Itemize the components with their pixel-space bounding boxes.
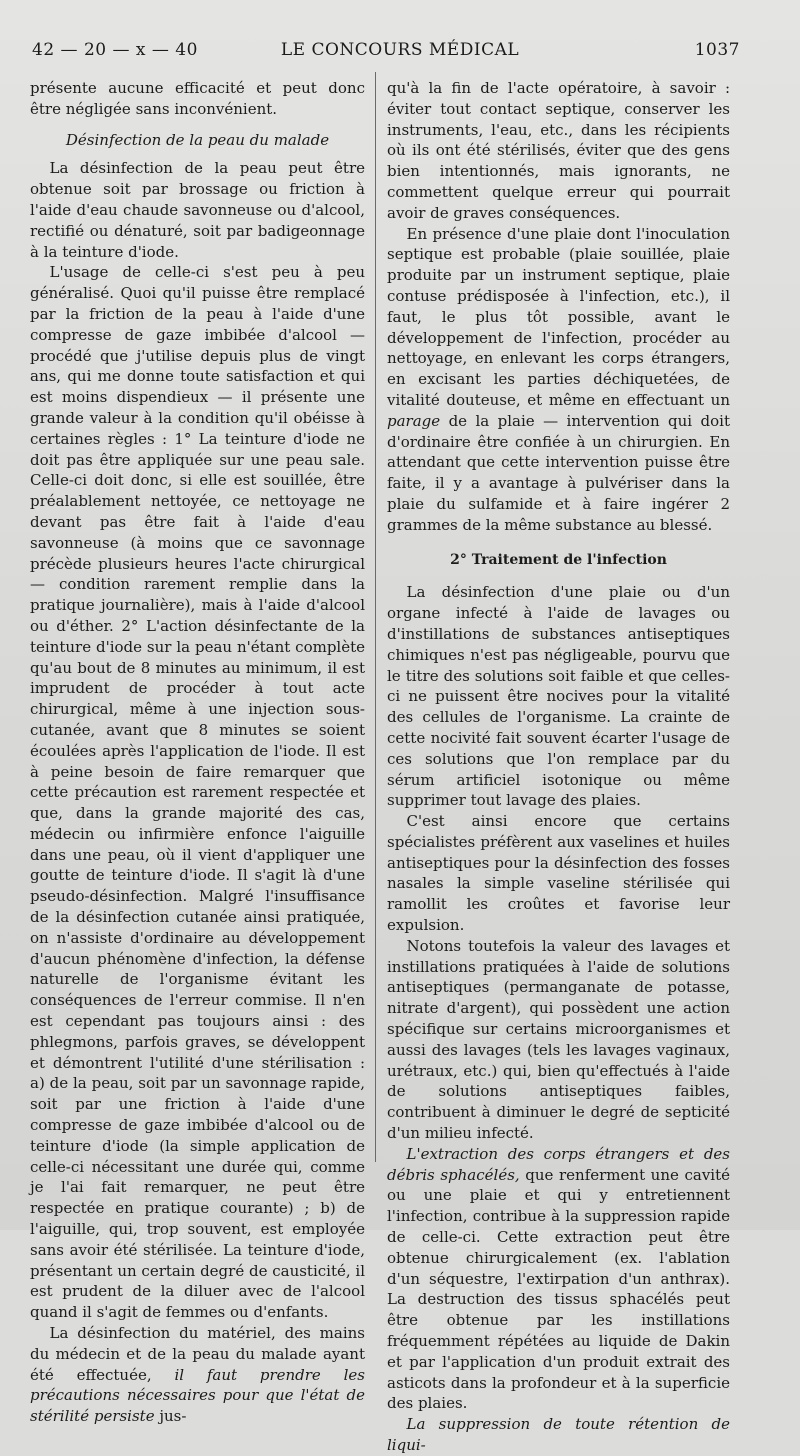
journal-title: LE CONCOURS MÉDICAL: [280, 40, 520, 60]
paragraph: [387, 1414, 730, 1456]
left-column: [30, 78, 365, 1427]
subsection-heading: Désinfection de la peau du malade: [65, 130, 330, 149]
text-run: que renferment une cavité ou une plaie et qui y entretiennent l'infection, contribue à la suppression rapide de celle-ci. Cette extraction peut être obtenue chirurgicalement (ex. l'ablation d'un séquestre, l'extirpation d'un anthrax). La destruction des tissus sphacélés peut être obtenue par les instillations fréquemment répétées au liquide de Dakin et par l'application d'un produit extrait des asticots dans la profondeur et à la superficie des plaies.: [387, 1165, 730, 1413]
paragraph: C'est ainsi encore que certains spécialistes préfèrent aux vaselines et huiles antiseptiques pour la désinfection des fosses nasales la simple vaseline stérilisée qui ramollit les croûtes et favorise leur expulsion.: [387, 812, 730, 935]
paragraph: [387, 224, 730, 536]
page-number: 1037: [694, 40, 740, 60]
section-heading: 2° Traitement de l'infection: [450, 551, 667, 568]
text-run: jus-: [154, 1407, 187, 1426]
italic-run: La suppression de toute rétention de liqui-: [387, 1415, 730, 1454]
text-run: de la plaie — intervention qui doit d'ordinaire être confiée à un chirurgien. En attendant que cette intervention puisse être faite, il y a avantage à pulvériser dans la plaie du sulfamide et à faire ingérer 2 grammes de la même substance au blessé.: [387, 411, 730, 534]
column-divider: [375, 72, 376, 1162]
paragraph: [30, 1323, 365, 1427]
page-header: [0, 36, 800, 62]
italic-run: L'extraction des corps étrangers et des débris sphacélés,: [387, 1144, 730, 1184]
paragraph: qu'à la fin de l'acte opératoire, à savoir : éviter tout contact septique, conserver les instruments, l'eau, etc., dans les récipients où ils ont été stérilisés, éviter que des gens bien intentionnés, mais ignorants, ne commettent quelque erreur qui pourrait avoir de graves conséquences.: [387, 79, 730, 222]
paragraph: [387, 1144, 730, 1414]
issue-date: 42 — 20 — x — 40: [32, 40, 198, 60]
text-run: En présence d'une plaie dont l'inoculation septique est probable (plaie souillée, plaie produite par un instrument septique, plaie contuse prédisposée à l'infection, etc.), il faut, le plus tôt possible, avant le développement de l'infection, procéder au nettoyage, en enlevant les corps étrangers, en excisant les parties déchiquetées, de vitalité douteuse, et même en effectuant un: [387, 224, 730, 409]
text-run: La désinfection du matériel, des mains du médecin et de la peau du malade ayant été effectuée,: [30, 1324, 365, 1384]
italic-run: il faut prendre les précautions nécessaires pour que l'état de stérilité persiste: [30, 1365, 365, 1426]
paragraph: La désinfection d'une plaie ou d'un organe infecté à l'aide de lavages ou d'instillations de substances antiseptiques chimiques n'est pas négligeable, pourvu que le titre des solutions soit faible et que celles-ci ne puissent être nocives pour la vitalité des cellules de l'organisme. La crainte de cette nocivité fait souvent écarter l'usage de ces solutions que l'on remplace par du sérum artificiel isotonique ou même supprimer tout lavage des plaies.: [387, 583, 730, 810]
paragraph: présente aucune efficacité et peut donc être négligée sans inconvénient.: [30, 79, 365, 118]
italic-run: parage: [387, 411, 441, 430]
paragraph: L'usage de celle-ci s'est peu à peu généralisé. Quoi qu'il puisse être remplacé par la friction de la peau à l'aide d'une compresse de gaze imbibée d'alcool — procédé que j'utilise depuis plus de vingt ans, qui me donne toute satisfaction et qui est moins dispendieux — il présente une grande valeur à la condition qu'il obéisse à certaines règles : 1° La teinture d'iode ne doit pas être appliquée sur une peau sale. Celle-ci doit donc, si elle est souillée, être préalablement nettoyée, ce nettoyage ne devant pas être fait à l'aide d'eau savonneuse (à moins que ce savonnage précède plusieurs heures l'acte chirurgical — condition rarement remplie dans la pratique journalière), mais à l'aide d'alcool ou d'éther. 2° L'action désinfectante de la teinture d'iode sur la peau n'étant complète qu'au bout de 8 minutes au minimum, il est imprudent de procéder à tout acte chirurgical, même à une injection sous-cutanée, avant que 8 minutes se soient écoulées après l'application de l'iode. Il est à peine besoin de faire remarquer que cette précaution est rarement respectée et que, dans la grande majorité des cas, médecin ou infirmière enfonce l'aiguille dans une peau, où il vient d'appliquer une goutte de teinture d'iode. Il s'agit là d'une pseudo-désinfection. Malgré l'insuffisance de la désinfection cutanée ainsi pratiquée, on n'assiste d'ordinaire au développement d'aucun phénomène d'infection, la défense naturelle de l'organisme évitant les conséquences de l'erreur commise. Il n'en est cependant pas toujours ainsi : des phlegmons, parfois graves, se développent et démontrent l'utilité d'une stérilisation : a) de la peau, soit par un savonnage rapide, soit par une friction à l'aide d'une compresse de gaze imbibée d'alcool ou de teinture d'iode (la simple application de celle-ci nécessitant une durée qui, comme je l'ai fait remarquer, ne peut être respectée en pratique courante) ; b) de l'aiguille, qui, trop souvent, est employée sans avoir été stérilisée. La teinture d'iode, présentant un certain degré de causticité, il est prudent de la diluer avec de l'alcool quand il s'agit de femmes ou d'enfants.: [30, 263, 365, 1322]
paragraph: La désinfection de la peau peut être obtenue soit par brossage ou friction à l'aide d'eau chaude savonneuse ou d'alcool, rectifié ou dénaturé, soit par badigeonnage à la teinture d'iode.: [30, 159, 365, 261]
paragraph: Notons toutefois la valeur des lavages et instillations pratiquées à l'aide de solutions antiseptiques (permanganate de potasse, nitrate d'argent), qui possèdent une action spécifique sur certains microorganismes et aussi des lavages (tels les lavages vaginaux, urétraux, etc.) qui, bien qu'effectués à l'aide de solutions antiseptiques faibles, contribuent à diminuer le degré de septicité d'un milieu infecté.: [387, 936, 730, 1143]
right-column: [387, 78, 730, 1456]
